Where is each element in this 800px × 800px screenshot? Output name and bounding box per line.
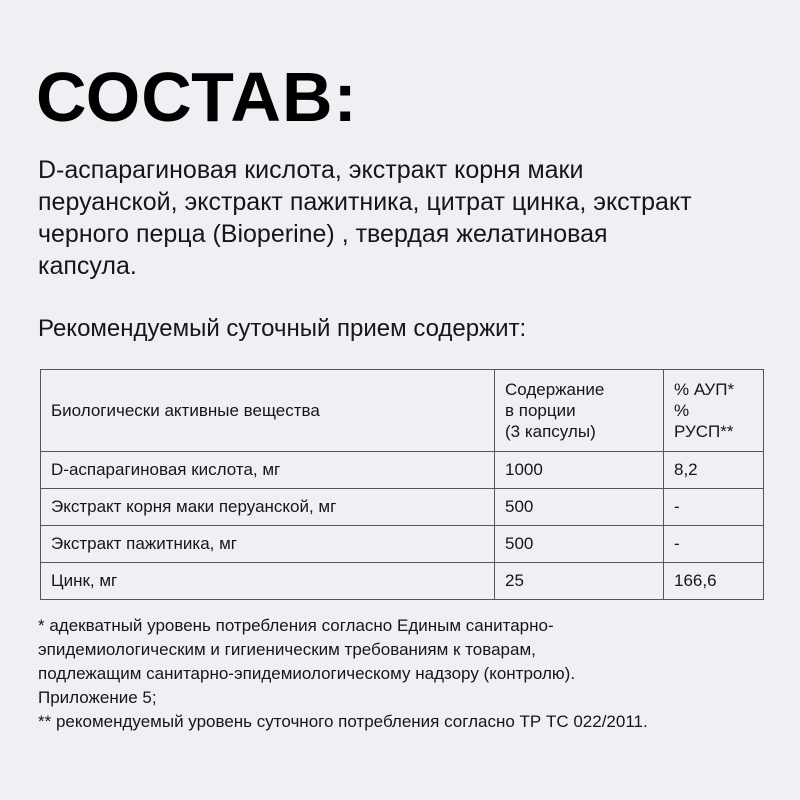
recommended-intake-label: Рекомендуемый суточный прием содержит: bbox=[38, 315, 527, 342]
footnote-line: * адекватный уровень потребления согласно Единым санитарно- bbox=[38, 616, 554, 635]
composition-line: перуанской, экстракт пажитника, цитрат цинка, экстракт bbox=[38, 188, 692, 216]
footnote-line: подлежащим санитарно-эпидемиологическому надзору (контролю). bbox=[38, 664, 576, 683]
footnote-line: эпидемиологическим и гигиеническим требованиям к товарам, bbox=[38, 640, 536, 659]
table-row bbox=[41, 563, 764, 600]
footnote-line: Приложение 5; bbox=[38, 688, 157, 707]
header-content-line: (3 капсулы) bbox=[505, 422, 596, 441]
row-substance: D-аспарагиновая кислота, мг bbox=[41, 452, 495, 489]
header-substances: Биологически активные вещества bbox=[41, 370, 495, 452]
nutrition-table bbox=[40, 369, 764, 600]
footnotes bbox=[38, 614, 778, 734]
header-content-line: Содержание bbox=[505, 380, 605, 399]
row-amount: 1000 bbox=[495, 452, 664, 489]
header-percent-line: % АУП* bbox=[674, 380, 735, 399]
row-substance: Экстракт пажитника, мг bbox=[41, 526, 495, 563]
composition-line: капсула. bbox=[38, 252, 137, 280]
table-row bbox=[41, 452, 764, 489]
table-row bbox=[41, 526, 764, 563]
page-title: СОСТАВ: bbox=[36, 58, 358, 136]
row-amount: 500 bbox=[495, 526, 664, 563]
composition-line: черного перца (Bioperine) , твердая желатиновая bbox=[38, 220, 608, 248]
row-substance: Экстракт корня маки перуанской, мг bbox=[41, 489, 495, 526]
composition-text bbox=[38, 154, 778, 282]
footnote-line: ** рекомендуемый уровень суточного потребления согласно ТР ТС 022/2011. bbox=[38, 712, 648, 731]
row-amount: 500 bbox=[495, 489, 664, 526]
row-percent: 8,2 bbox=[664, 452, 764, 489]
row-percent: - bbox=[664, 526, 764, 563]
header-content bbox=[495, 370, 664, 452]
header-content-line: в порции bbox=[505, 401, 576, 420]
row-substance: Цинк, мг bbox=[41, 563, 495, 600]
composition-line: D-аспарагиновая кислота, экстракт корня маки bbox=[38, 156, 584, 184]
row-percent: - bbox=[664, 489, 764, 526]
row-amount: 25 bbox=[495, 563, 664, 600]
table-header-row bbox=[41, 370, 764, 452]
table-row bbox=[41, 489, 764, 526]
header-percent-line: % РУСП** bbox=[674, 401, 734, 441]
row-percent: 166,6 bbox=[664, 563, 764, 600]
header-percent bbox=[664, 370, 764, 452]
